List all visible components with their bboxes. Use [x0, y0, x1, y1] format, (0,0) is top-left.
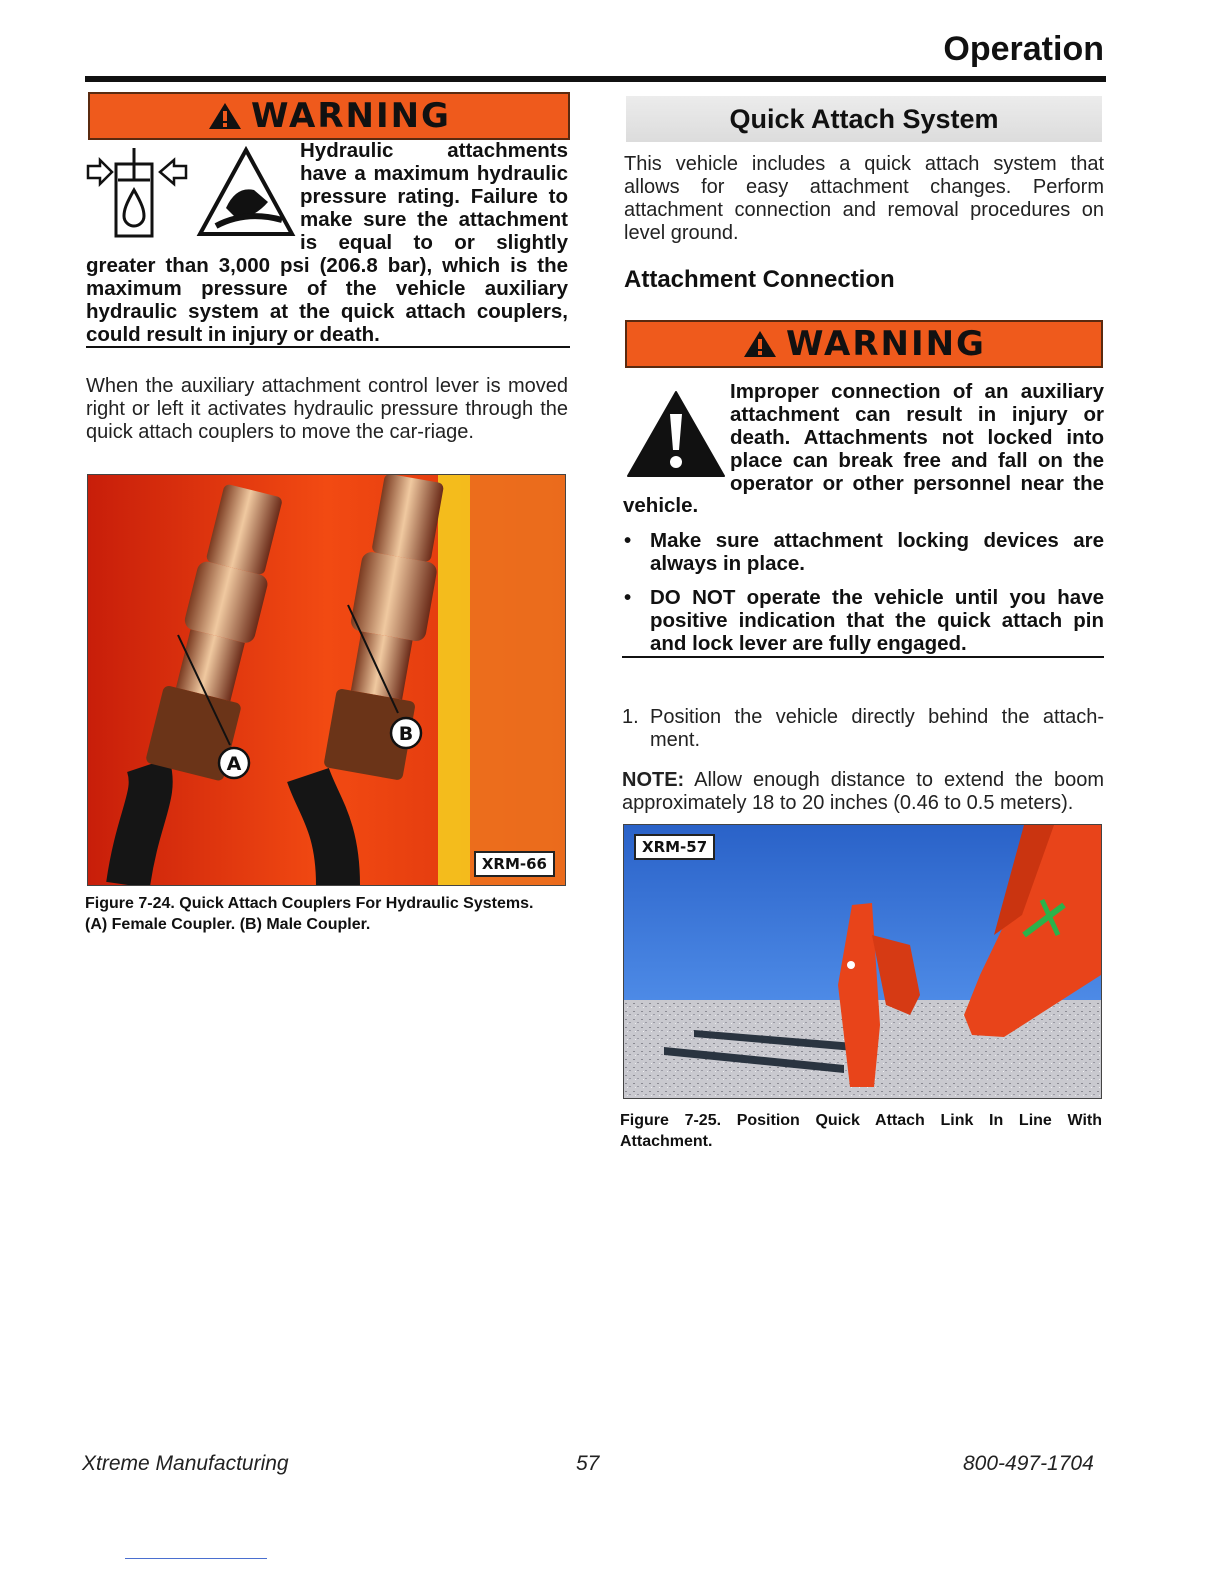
- warning-line: pressure rating. Failure to: [300, 185, 568, 208]
- warning-triangle-icon: [207, 101, 243, 131]
- warning-divider: [622, 656, 1104, 658]
- caption-line: (A) Female Coupler. (B) Male Coupler.: [85, 916, 371, 933]
- warning-line: Hydraulic attachments: [300, 139, 568, 162]
- warning-divider: [86, 346, 570, 348]
- callout-b: B: [398, 723, 414, 745]
- hydraulic-pressure-icon: [86, 146, 196, 242]
- bullet-rest: operate the vehicle until you have positive indication that the quick attach pin and lock lever are fully engaged.: [650, 586, 1104, 655]
- exclamation-warning-icon: [626, 390, 726, 478]
- warning-line: hydraulic system at the quick attach couplers,: [86, 300, 568, 323]
- lever-paragraph: When the auxiliary attachment control lever is moved right or left it activates hydraulic pressure through the quick attach couplers to move the car-riage.: [86, 375, 568, 443]
- warning-text-full: [86, 254, 568, 346]
- caption-line: Figure 7-24. Quick Attach Couplers For Hydraulic Systems.: [85, 895, 534, 912]
- warning-line: death. Attachments not locked into: [730, 426, 1104, 449]
- warning-line: Improper connection of an auxiliary: [730, 380, 1104, 403]
- note-text: Allow enough distance to extend the boom approximately 18 to 20 inches (0.46 to 0.5 meters).: [622, 769, 1104, 814]
- warning-banner-left: [88, 92, 570, 140]
- bullet-dot: •: [624, 586, 632, 609]
- footer-link-line: [125, 1558, 267, 1559]
- injection-hazard-icon: [196, 146, 296, 238]
- warning-line: have a maximum hydraulic: [300, 162, 568, 185]
- caption-line: Attachment.: [620, 1133, 713, 1150]
- figure-7-25-caption: [620, 1110, 1102, 1152]
- attachment-photo: [623, 824, 1102, 1099]
- warning-triangle-icon: [742, 329, 778, 359]
- warning-line: attachment can result in injury or: [730, 403, 1104, 426]
- step-text: Position the vehicle directly behind the attach-ment.: [650, 706, 1104, 751]
- footer-company: Xtreme Manufacturing: [82, 1452, 289, 1475]
- footer-page-number: 57: [576, 1452, 600, 1475]
- figure-7-24-caption: [85, 893, 575, 935]
- bullet-dot: •: [624, 529, 632, 552]
- warning-line: operator or other personnel near the: [730, 472, 1104, 495]
- warning-line: could result in injury or death.: [86, 323, 380, 346]
- note-paragraph: [622, 769, 1104, 815]
- attachment-connection-heading: Attachment Connection: [624, 266, 895, 293]
- right-warning-text: [730, 380, 1104, 495]
- intro-paragraph: This vehicle includes a quick attach system that allows for easy attachment changes. Perform attachment connection and removal procedures on level ground.: [624, 153, 1104, 244]
- bullet-emphasis: DO NOT: [650, 586, 736, 609]
- step-number: 1.: [622, 706, 639, 728]
- warning-line: place can break free and fall on the: [730, 449, 1104, 472]
- warning-line: make sure the attachment: [300, 208, 568, 231]
- caption-line: Figure 7-25. Position Quick Attach Link In Line With: [620, 1112, 1102, 1129]
- bullet-text: [650, 586, 1104, 655]
- warning-banner-right: [625, 320, 1103, 368]
- warning-bullet-1: [624, 529, 1104, 575]
- warning-bullet-2: [624, 586, 1104, 655]
- warning-text-indented: [300, 139, 568, 254]
- warning-line: is equal to or slightly: [300, 231, 568, 254]
- warning-banner-text: WARNING: [251, 96, 451, 136]
- footer-phone: 800-497-1704: [963, 1452, 1094, 1475]
- coupler-photo: [87, 474, 566, 886]
- warning-line: maximum pressure of the vehicle auxiliary: [86, 277, 568, 300]
- warning-tail: vehicle.: [623, 494, 699, 517]
- warning-banner-text: WARNING: [786, 324, 986, 364]
- section-title: Operation: [943, 30, 1104, 68]
- callout-a: A: [226, 753, 242, 775]
- note-label: NOTE:: [622, 769, 685, 791]
- figure-tag-xrm57: XRM-57: [634, 834, 715, 860]
- figure-tag-xrm66: XRM-66: [474, 851, 555, 877]
- quick-attach-title: Quick Attach System: [626, 96, 1102, 142]
- bullet-text: Make sure attachment locking devices are always in place.: [650, 529, 1104, 575]
- coupler-illustration: [88, 475, 565, 885]
- warning-line: greater than 3,000 psi (206.8 bar), which is the: [86, 254, 568, 277]
- attachment-illustration: [624, 825, 1101, 1098]
- step-1: [622, 706, 1104, 752]
- header-rule: [85, 76, 1106, 82]
